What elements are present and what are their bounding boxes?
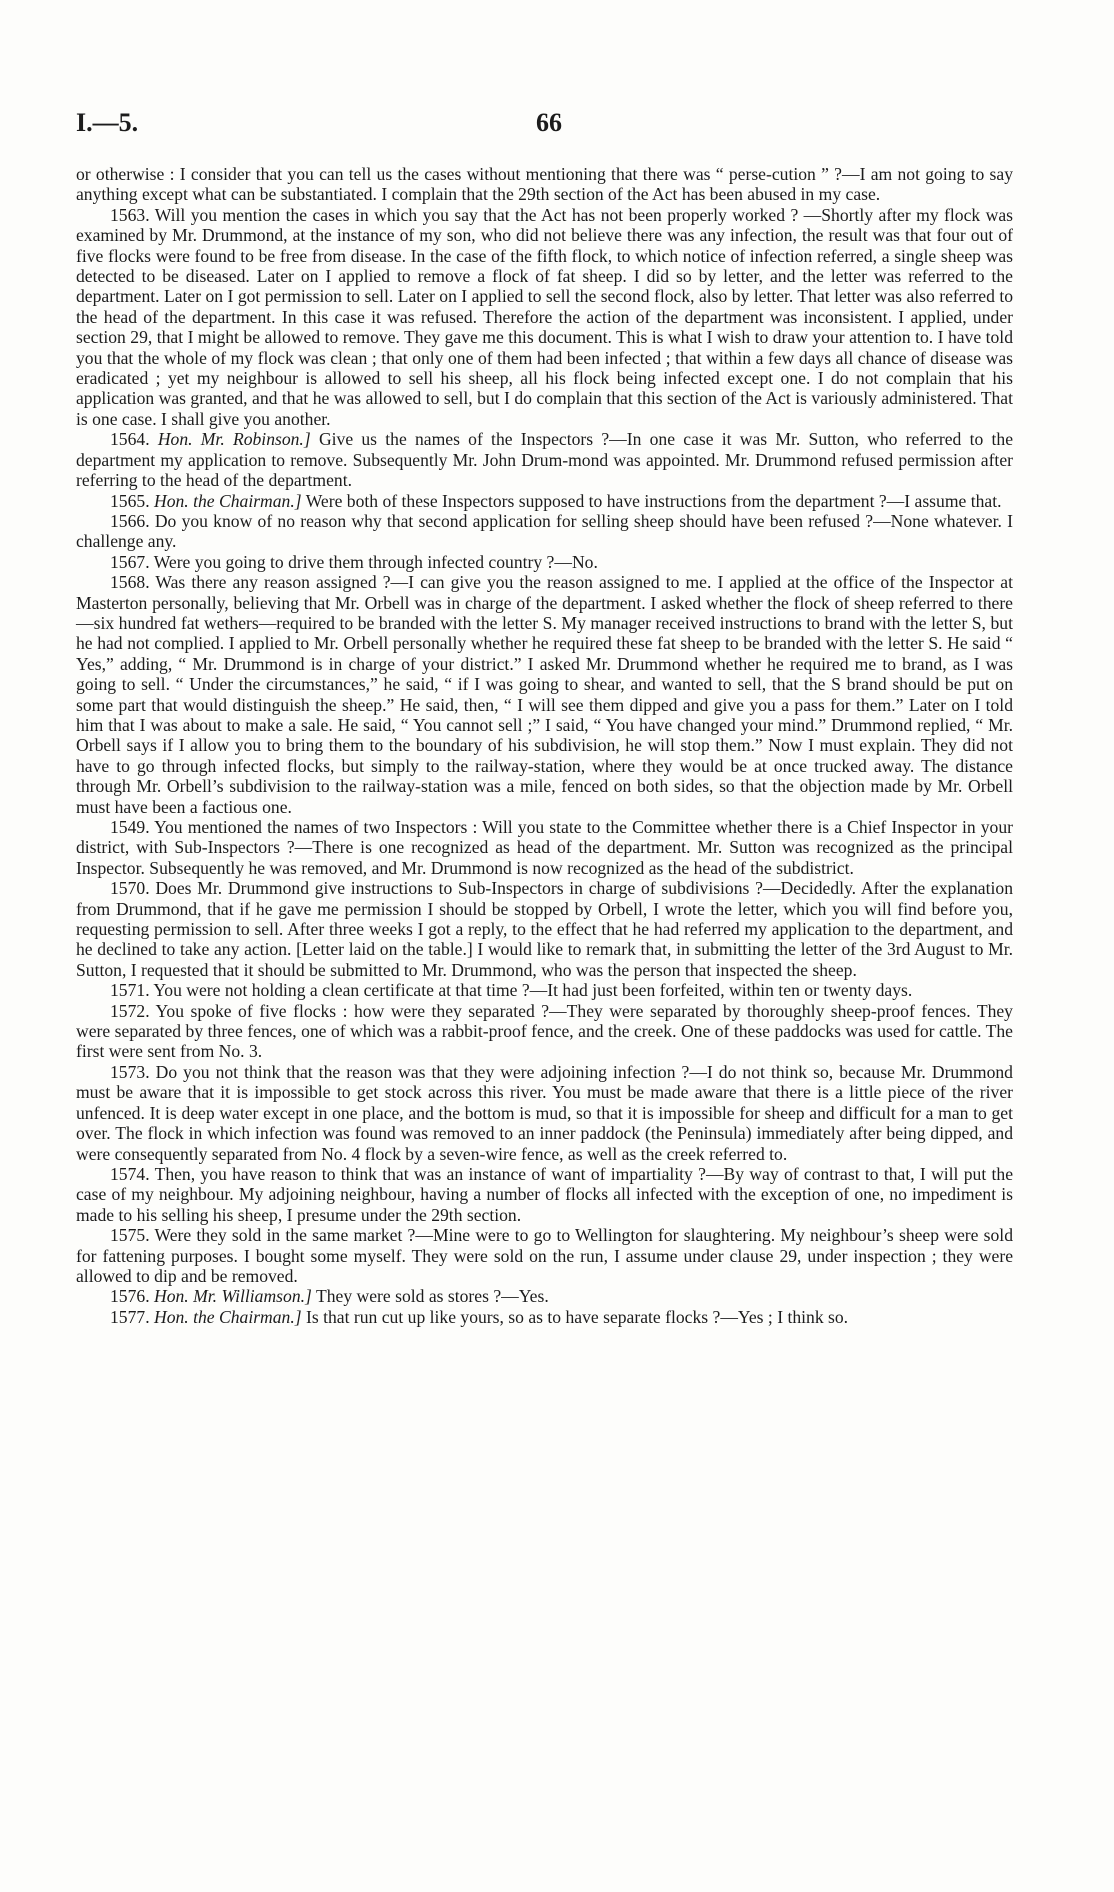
paragraph bbox=[76, 164, 1013, 205]
speaker: Hon. the Chairman.] bbox=[154, 1306, 302, 1327]
speaker: Hon. Mr. Williamson.] bbox=[154, 1286, 312, 1307]
paragraph bbox=[76, 552, 1013, 572]
question-number: 1576. bbox=[110, 1286, 150, 1307]
paragraph-text: Is that run cut up like yours, so as to have separate flocks ?—Yes ; I think so. bbox=[306, 1306, 849, 1327]
question-number: 1575. bbox=[110, 1225, 150, 1246]
paragraph bbox=[76, 429, 1013, 490]
paragraph bbox=[76, 205, 1013, 429]
paragraph-text: Were both of these Inspectors supposed to have instructions from the department ?—I assume that. bbox=[305, 490, 1002, 511]
paragraph bbox=[76, 511, 1013, 552]
paragraph-text: Do you know of no reason why that second application for selling sheep should have been refused ?—None whatever. I challenge any. bbox=[76, 510, 1013, 552]
paragraph-text: They were sold as stores ?—Yes. bbox=[315, 1286, 549, 1307]
question-number: 1573. bbox=[110, 1061, 150, 1082]
paragraph-text: Does Mr. Drummond give instructions to Sub-Inspectors in charge of subdivisions ?—Decidedly. After the explanation from Drummond, that if he gave me permission I should be stopped by Orbell, I wrote the letter, which you will find before you, requesting permission to sell. After three weeks I got a reply, to the effect that he had referred my application to the department, and he declined to take any action. [Letter laid on the table.] I would like to remark that, in submitting the letter of the 3rd August to Mr. Sutton, I requested that it should be submitted to Mr. Drummond, who was the person that inspected the sheep. bbox=[76, 878, 1013, 980]
paragraph-text: Were you going to drive them through infected country ?—No. bbox=[153, 551, 598, 572]
paragraph-text: You mentioned the names of two Inspectors : Will you state to the Committee whether there is a Chief Inspector in your district, with Sub-Inspectors ?—There is one recognized as head of the department. Mr. Sutton was recognized as the principal Inspector. Subsequently he was removed, and Mr. Drummond is now recognized as the head of the subdistrict. bbox=[76, 817, 1014, 878]
paragraph bbox=[76, 980, 1013, 1000]
document-reference: I.—5. bbox=[76, 108, 139, 137]
paragraph bbox=[76, 817, 1013, 878]
question-number: 1574. bbox=[110, 1163, 150, 1184]
question-number: 1572. bbox=[110, 1000, 150, 1021]
paragraph bbox=[76, 572, 1013, 817]
paragraph bbox=[76, 1225, 1013, 1286]
question-number: 1566. bbox=[110, 510, 150, 531]
paragraph-text: Then, you have reason to think that was an instance of want of impartiality ?—By way of contrast to that, I will put the case of my neighbour. My adjoining neighbour, having a number of flocks all infected with the exception of one, no impediment is made to his selling his sheep, I presume under the 29th section. bbox=[76, 1163, 1013, 1225]
paragraph-text: Was there any reason assigned ?—I can give you the reason assigned to me. I applied at the office of the Inspector at Masterton personally, believing that Mr. Orbell was in charge of the department. I asked whether the flock of sheep referred to there—six hundred fat wethers—required to be branded with the letter S. My manager received instructions to brand with the letter S, but he had not complied. I applied to Mr. Orbell personally whether he required these fat sheep to be branded with the letter S. He said “ Yes,” adding, “ Mr. Drummond is in charge of your district.” I asked Mr. Drummond whether he required me to brand, as I was going to sell. “ Under the circumstances,” he said, “ if I was going to shear, and wanted to sell, that the S brand should be put on some part that would distinguish the sheep.” He said, then, “ I will see them dipped and give you a pass for them.” Later on I told him that I was about to make a sale. He said, “ You cannot sell ;” I said, “ You have changed your mind.” Drummond replied, “ Mr. Orbell says if I allow you to bring them to the boundary of his subdivision, he will stop them.” Now I must explain. They did not have to go through infected flocks, but simply to the railway-station, where they would be at once trucked away. The distance through Mr. Orbell’s subdivision to the railway-station was a mile, fenced on both sides, so that the objection made by Mr. Orbell must have been a factious one. bbox=[76, 572, 1013, 817]
paragraph bbox=[76, 1164, 1013, 1225]
question-number: 1567. bbox=[110, 551, 150, 572]
paragraph-text: You were not holding a clean certificate at that time ?—It had just been forfeited, within ten or twenty days. bbox=[153, 980, 913, 1001]
speaker: Hon. the Chairman.] bbox=[154, 490, 302, 511]
page-number: 66 bbox=[536, 108, 562, 137]
page-header bbox=[76, 108, 1013, 144]
question-number: 1577. bbox=[110, 1306, 150, 1327]
question-number: 1570. bbox=[110, 878, 150, 899]
question-number: 1571. bbox=[110, 980, 150, 1001]
paragraph bbox=[76, 878, 1013, 980]
paragraph bbox=[76, 491, 1013, 511]
speaker: Hon. Mr. Robinson.] bbox=[157, 429, 311, 450]
paragraph-text: Were they sold in the same market ?—Mine were to go to Wellington for slaughtering. My neighbour’s sheep were sold for fattening purposes. I bought some myself. They were sold on the run, I assume under clause 29, under inspection ; they were allowed to dip and be removed. bbox=[76, 1225, 1013, 1286]
paragraph-text: Give us the names of the Inspectors ?—In one case it was Mr. Sutton, who referred to the department my application to remove. Subsequently Mr. John Drum-mond was appointed. Mr. Drummond refused permission after referring to the head of the department. bbox=[76, 429, 1013, 491]
question-number: 1568. bbox=[110, 572, 150, 593]
question-number: 1564. bbox=[110, 429, 150, 450]
question-number: 1549. bbox=[110, 817, 150, 837]
paragraph-text: or otherwise : I consider that you can tell us the cases without mentioning that there was “ perse-cution ” ?—I am not going to say anything except what can be substantiated. I complain that the 29th section of the Act has been abused in my case. bbox=[76, 164, 1013, 205]
paragraph bbox=[76, 1286, 1013, 1306]
paragraph-text: Do you not think that the reason was that they were adjoining infection ?—I do not think so, because Mr. Drummond must be aware that it is impossible to get stock across this river. You must be made aware that there is a little piece of the river unfenced. It is deep water except in one place, and the bottom is mud, so that it is impossible for sheep and difficult for a man to get over. The flock in which infection was found was removed to an inner paddock (the Peninsula) immediately after being dipped, and were consequently separated from No. 4 flock by a seven-wire fence, as well as the creek referred to. bbox=[76, 1061, 1013, 1164]
question-number: 1563. bbox=[110, 204, 150, 225]
paragraph-text: Will you mention the cases in which you say that the Act has not been properly worked ? —Shortly after my flock was examined by Mr. Drummond, at the instance of my son, who did not believe there was any infection, the result was that four out of five flocks were found to be free from disease. In the case of the fifth flock, to which notice of infection referred, a single sheep was detected to be diseased. Later on I applied to remove a flock of fat sheep. I did so by letter, and the letter was referred to the department. Later on I got permission to sell. Later on I applied to sell the second flock, also by letter. That letter was also referred to the head of the department. In this case it was refused. Therefore the action of the department was inconsistent. I applied, under section 29, that I might be allowed to remove. They gave me this document. This is what I wish to draw your attention to. I have told you that the whole of my flock was clean ; that only one of them had been infected ; that within a few days all chance of disease was eradicated ; yet my neighbour is allowed to sell his sheep, all his flock being infected except one. I do not complain that his application was granted, and that he was allowed to sell, but I do complain that this section of the Act is variously administered. That is one case. I shall give you another. bbox=[76, 204, 1013, 429]
paragraph bbox=[76, 1062, 1013, 1164]
paragraph bbox=[76, 1307, 1013, 1327]
paragraph bbox=[76, 1001, 1013, 1062]
document-body bbox=[76, 164, 1013, 1327]
question-number: 1565. bbox=[110, 490, 150, 511]
paragraph-text: You spoke of five flocks : how were they separated ?—They were separated by thoroughly sheep-proof fences. They were separated by three fences, one of which was a rabbit-proof fence, and the creek. One of these paddocks was used for cattle. The first were sent from No. 3. bbox=[76, 1000, 1013, 1062]
